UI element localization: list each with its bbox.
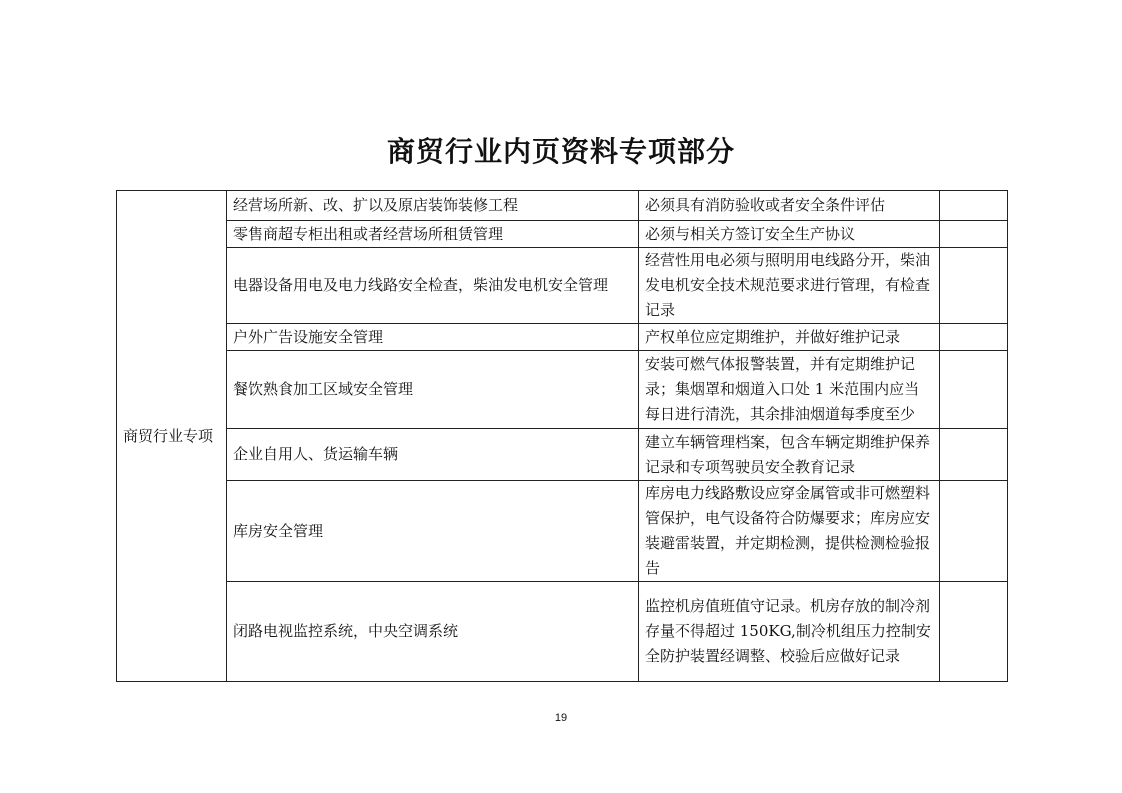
table-row xyxy=(117,191,1008,221)
item-cell: 户外广告设施安全管理 xyxy=(227,324,639,351)
requirement-cell: 必须与相关方签订安全生产协议 xyxy=(639,221,940,248)
check-cell xyxy=(940,351,1008,429)
requirement-cell: 必须具有消防验收或者安全条件评估 xyxy=(639,191,940,221)
item-cell: 电器设备用电及电力线路安全检查，柴油发电机安全管理 xyxy=(227,248,639,324)
check-cell xyxy=(940,582,1008,682)
item-cell: 企业自用人、货运输车辆 xyxy=(227,429,639,481)
check-cell xyxy=(940,481,1008,582)
requirement-cell: 经营性用电必须与照明用电线路分开，柴油发电机安全技术规范要求进行管理，有检查记录 xyxy=(639,248,940,324)
item-cell: 闭路电视监控系统，中央空调系统 xyxy=(227,582,639,682)
category-cell: 商贸行业专项 xyxy=(117,191,227,682)
inspection-table xyxy=(116,190,1008,682)
table-row xyxy=(117,324,1008,351)
table-row xyxy=(117,221,1008,248)
check-cell xyxy=(940,221,1008,248)
requirement-cell: 建立车辆管理档案，包含车辆定期维护保养记录和专项驾驶员安全教育记录 xyxy=(639,429,940,481)
table-row xyxy=(117,582,1008,682)
check-cell xyxy=(940,248,1008,324)
page-number: 19 xyxy=(554,712,568,724)
check-cell xyxy=(940,191,1008,221)
page-title: 商贸行业内页资料专项部分 xyxy=(386,135,735,168)
requirement-cell: 库房电力线路敷设应穿金属管或非可燃塑料管保护，电气设备符合防爆要求；库房应安装避雷装置，并定期检测，提供检测检验报告 xyxy=(639,481,940,582)
table-row xyxy=(117,429,1008,481)
item-cell: 餐饮熟食加工区域安全管理 xyxy=(227,351,639,429)
table-row xyxy=(117,351,1008,429)
table-row xyxy=(117,481,1008,582)
check-cell xyxy=(940,324,1008,351)
item-cell: 库房安全管理 xyxy=(227,481,639,582)
table-row xyxy=(117,248,1008,324)
check-cell xyxy=(940,429,1008,481)
item-cell: 经营场所新、改、扩以及原店装饰装修工程 xyxy=(227,191,639,221)
requirement-cell: 产权单位应定期维护，并做好维护记录 xyxy=(639,324,940,351)
requirement-cell: 安装可燃气体报警装置，并有定期维护记录；集烟罩和烟道入口处 1 米范围内应当每日进行清洗，其余排油烟道每季度至少 xyxy=(639,351,940,429)
requirement-cell: 监控机房值班值守记录。机房存放的制冷剂存量不得超过 150KG,制冷机组压力控制安全防护装置经调整、校验后应做好记录 xyxy=(639,582,940,682)
item-cell: 零售商超专柜出租或者经营场所租赁管理 xyxy=(227,221,639,248)
